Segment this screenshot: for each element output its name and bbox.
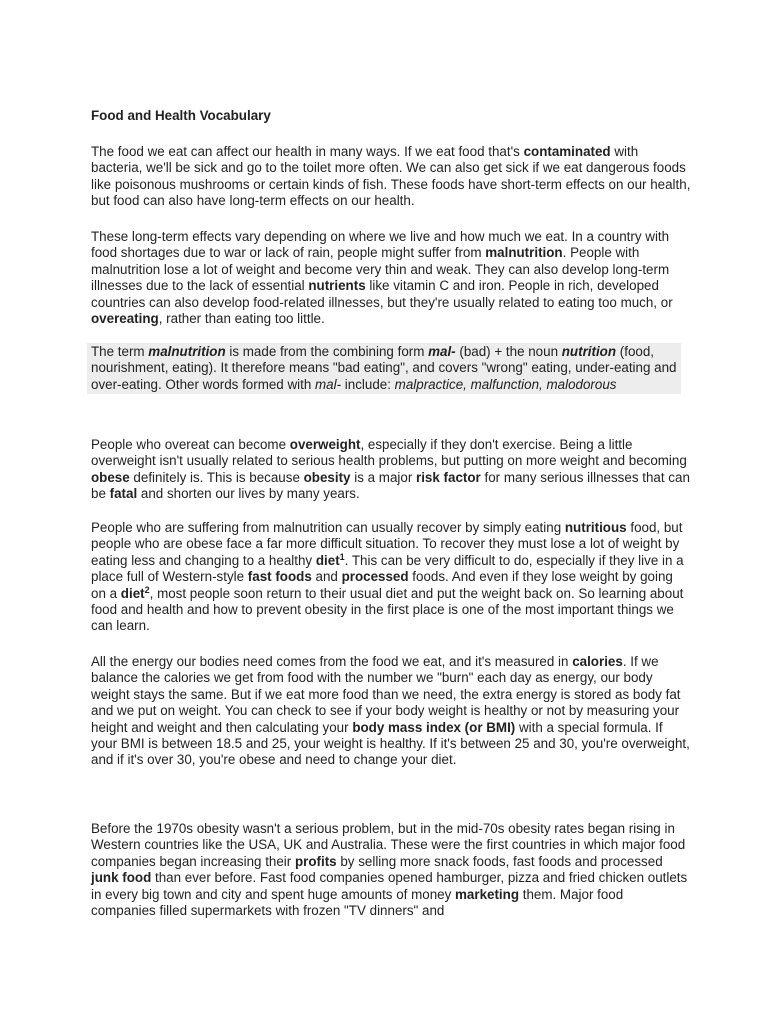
term-diet-2: diet$^2$ xyxy=(120,584,150,601)
term-bmi: body mass index (or BMI) xyxy=(352,719,516,735)
term-nutritious: nutritious xyxy=(564,520,627,535)
term-risk-factor: risk factor xyxy=(416,469,481,485)
note-term-mal-prefix: mal- xyxy=(428,344,456,359)
term-fast-foods: fast foods xyxy=(247,569,312,585)
term-malnutrition: malnutrition xyxy=(485,245,563,261)
note-text: The term malnutrition is made from the combining form mal- (bad) + the noun nutrition (food, nourishment, eating). It therefore means "bad eating", and covers "wrong" eating, under-eating and over-eating. Other words formed with mal- include: malpractice, malfunction, malodorous xyxy=(91,344,677,392)
paragraph-overweight: People who overeat can become overweight, especially if they don't exercise. Being a little overweight isn't usually related to serious health problems, but putting on more weight and becoming obese definitely is. This is because obesity is a major risk factor for many serious illnesses that can be fatal and shorten our lives by many years. xyxy=(91,437,690,502)
term-profits: profits xyxy=(294,853,337,869)
note-box-malnutrition xyxy=(87,343,681,394)
paragraph-calories: All the energy our bodies need comes from the food we eat, and it's measured in calories. If we balance the calories we get from food with the number we "burn" each day as energy, our body weight stays the same. But if we eat more food than we need, the extra energy is stored as body fat and we put on weight. You can check to see if your body weight is healthy or not by measuring your height and weight and then calculating your body mass index (or BMI) with a special formula. If your BMI is between 18.5 and 25, your weight is healthy. If it's between 25 and 30, you're overweight, and if it's over 30, you're obese and need to change your diet. xyxy=(91,654,690,768)
term-contaminated: contaminated xyxy=(523,144,611,159)
paragraph-long-term-effects: These long-term effects vary depending on where we live and how much we eat. In a country with food shortages due to war or lack of rain, people might suffer from malnutrition. People with malnutrition lose a lot of weight and become very thin and weak. They can also develop long-term illnesses due to the lack of essential nutrients like vitamin C and iron. People in rich, developed countries can also develop food-related illnesses, but they're usually related to eating too much, or overeating, rather than eating too little. xyxy=(91,229,673,327)
paragraph-obesity-history: Before the 1970s obesity wasn't a serious problem, but in the mid-70s obesity rates began rising in Western countries like the USA, UK and Australia. These were the first countries in which major food companies began increasing their profits by selling more snack foods, fast foods and processed junk food than ever before. Fast food companies opened hamburger, pizza and fried chicken outlets in every big town and city and spent huge amounts of money marketing them. Major food companies filled supermarkets with frozen "TV dinners" and xyxy=(91,821,688,919)
term-processed: processed xyxy=(341,569,409,585)
term-nutrients: nutrients xyxy=(308,278,366,294)
note-examples: malpractice, malfunction, malodorous xyxy=(394,376,617,392)
term-junk-food: junk food xyxy=(91,870,152,886)
term-obese: obese xyxy=(91,469,130,485)
term-marketing: marketing xyxy=(455,886,519,902)
term-overweight: overweight xyxy=(289,437,361,452)
note-term-nutrition: nutrition xyxy=(561,344,617,359)
paragraph-recovery: People who are suffering from malnutrition can usually recover by simply eating nutritious food, but people who are obese face a far more difficult situation. To recover they must lose a lot of weight by eating less and changing to a healthy diet$^1$. This can be very difficult to do, especially if they live in a place full of Western-style fast foods and processed foods. And even if they lose weight by going on a diet$^2$, most people soon return to their usual diet and put the weight back on. So learning about food and health and how to prevent obesity in the first place is one of the most important things we can learn. xyxy=(91,520,684,634)
note-term-malnutrition: malnutrition xyxy=(148,344,226,359)
footnote-marker-2: 2 xyxy=(144,584,150,595)
paragraph-contamination: The food we eat can affect our health in many ways. If we eat food that's contaminated with bacteria, we'll be sick and go to the toilet more often. We can also get sick if we eat dangerous foods like poisonous mushrooms or certain kinds of fish. These foods have short-term effects on our health, but food can also have long-term effects on our health. xyxy=(91,144,691,209)
term-overeating: overeating xyxy=(91,311,159,327)
term-calories: calories xyxy=(572,654,623,669)
note-mal-prefix: mal- xyxy=(315,376,342,392)
term-diet-1: diet$^1$ xyxy=(315,551,345,568)
footnote-marker-1: 1 xyxy=(339,551,345,562)
term-fatal: fatal xyxy=(109,486,138,502)
term-obesity: obesity xyxy=(303,469,351,485)
page-title: Food and Health Vocabulary xyxy=(91,108,271,123)
